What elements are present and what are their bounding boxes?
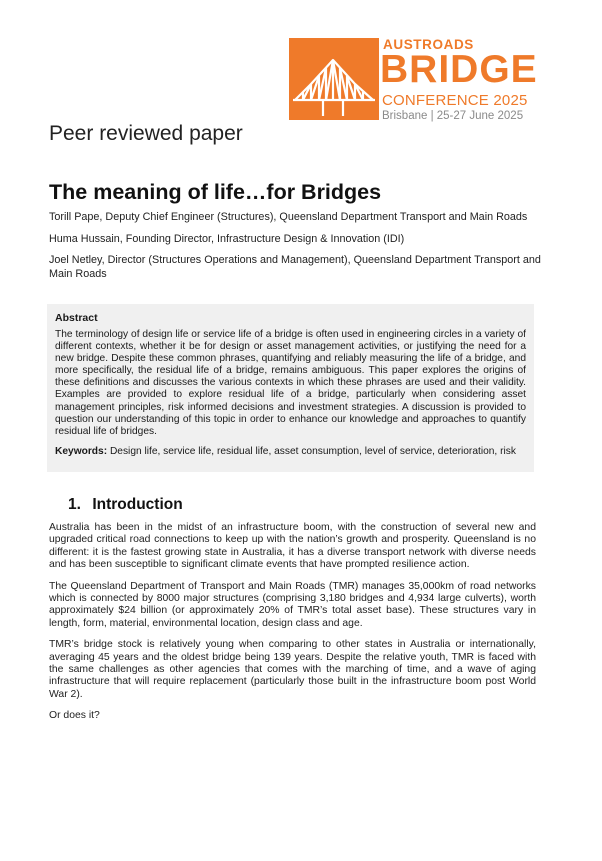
author-1: Torill Pape, Deputy Chief Engineer (Structures), Queensland Department Transport and Main Roads	[49, 211, 528, 223]
abstract-text: The terminology of design life or service life of a bridge is often used in engineering circles in a variety of different contexts, whether it be for design or asset management activities, or justifying the need for a new bridge. Despite these common phrases, quantifying and reliably measuring the life of a bridge, and more specifically, the residual life of a bridge, remains ambiguous. This paper explores the origins of these definitions and discusses the various contexts in which these phrases are used and their validity. Examples are provided to explore residual life of a bridge, particularly when considering asset management principles, risk informed decisions and investment strategies. A discussion is provided to question our understanding of this topic in order to enhance our knowledge and approaches to quantify residual life of bridges.	[55, 329, 526, 437]
keywords-label: Keywords:	[55, 445, 108, 457]
bridge-truss-icon	[289, 38, 379, 120]
paragraph: The Queensland Department of Transport and Main Roads (TMR) manages 35,000km of road networks which is connected by 8000 major structures (comprising 3,180 bridges and 4,934 large culverts), worth approximately $24 billion (or approximately 20% of TMR’s total asset base). These structures vary in length, form, material, environmental location, design class and age.	[49, 580, 536, 629]
abstract-box	[47, 304, 534, 472]
paragraph: Australia has been in the midst of an infrastructure boom, with the construction of several new and upgraded critical road connections to keep up with the nation’s growth and prosperity. Queensland is no different: it is the fastest growing state in Australia, it has a diverse transport network with diverse needs and has been susceptible to significant climate events that have prompted resilience action.	[49, 522, 536, 571]
abstract-heading: Abstract	[55, 312, 98, 324]
logo-austroads: AUSTROADS	[383, 37, 474, 52]
peer-reviewed-label: Peer reviewed paper	[49, 122, 243, 145]
author-3: Joel Netley, Director (Structures Operations and Management), Queensland Department Transport and Main Roads	[49, 254, 541, 280]
paper-title: The meaning of life…for Bridges	[49, 180, 382, 204]
keywords	[55, 446, 526, 458]
section-heading	[68, 496, 183, 514]
section-title: Introduction	[92, 496, 183, 513]
logo-conference: CONFERENCE 2025	[382, 92, 528, 109]
conference-logo	[289, 38, 542, 128]
logo-location-date: Brisbane | 25-27 June 2025	[382, 110, 524, 122]
keywords-text: Design life, service life, residual life, asset consumption, level of service, deterioration, risk	[109, 445, 516, 457]
author-2: Huma Hussain, Founding Director, Infrastructure Design & Innovation (IDI)	[49, 232, 405, 245]
paragraph: TMR’s bridge stock is relatively young when comparing to other states in Australia or internationally, averaging 45 years and the oldest bridge being 139 years. Despite the relative youth, TMR is faced with the same challenges as other agencies that comes with the marching of time, and a wave of aging infrastructure that will require replacement (particularly those built in the infrastructure boom post World War 2).	[49, 639, 536, 700]
section-body	[49, 522, 536, 732]
logo-bridge: BRIDGE	[380, 48, 538, 91]
section-number: 1.	[68, 496, 81, 513]
paragraph: Or does it?	[49, 710, 100, 722]
author-list	[49, 211, 541, 289]
